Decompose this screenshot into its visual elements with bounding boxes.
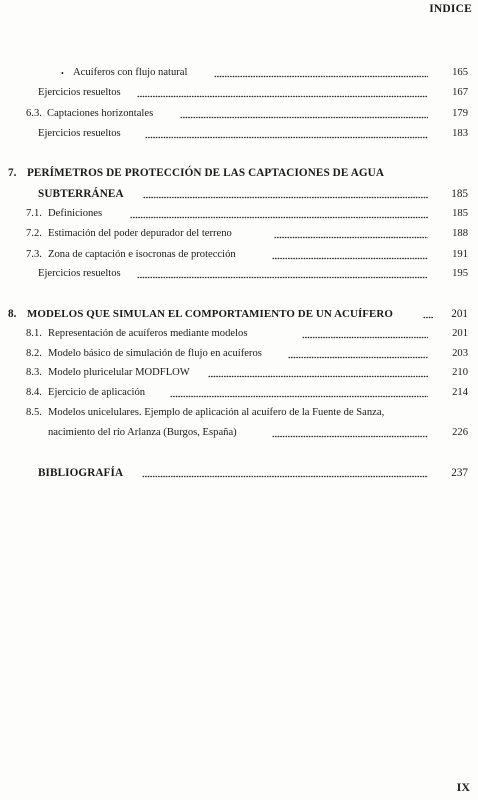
toc-entry-number: 6.3. bbox=[26, 108, 42, 119]
toc-entry-title: SUBTERRÁNEA bbox=[38, 188, 124, 200]
toc-entry-number: 8.2. bbox=[26, 348, 42, 359]
toc-entry-page: 214 bbox=[452, 387, 468, 398]
running-header: INDICE bbox=[429, 3, 472, 15]
toc-entry-page: 226 bbox=[452, 427, 468, 438]
toc-entry-title: Modelos unicelulares. Ejemplo de aplicación al acuífero de la Fuente de Sanza, bbox=[48, 407, 385, 418]
toc-entry-title: Estimación del poder depurador del terreno bbox=[48, 228, 232, 239]
toc-entry-page: 201 bbox=[452, 328, 468, 339]
dot-leader bbox=[142, 466, 428, 480]
dot-leader bbox=[302, 327, 428, 341]
toc-entry-7-3[interactable] bbox=[0, 248, 478, 262]
toc-entry-title: Captaciones horizontales bbox=[47, 108, 154, 119]
toc-entry-8-1[interactable] bbox=[0, 327, 478, 341]
toc-entry-ejercicios-resueltos[interactable] bbox=[0, 86, 478, 100]
toc-entry-number: 7.2. bbox=[26, 228, 42, 239]
toc-entry-page: 185 bbox=[451, 188, 468, 200]
toc-entry-title: PERÍMETROS DE PROTECCIÓN DE LAS CAPTACIONES DE AGUA bbox=[27, 167, 385, 179]
toc-entry-title: nacimiento del río Arlanza (Burgos, España) bbox=[48, 427, 237, 438]
dot-leader bbox=[208, 366, 428, 380]
toc-entry-title: Modelo básico de simulación de flujo en acuíferos bbox=[48, 348, 262, 359]
dot-leader bbox=[145, 127, 428, 141]
toc-entry-page: 210 bbox=[452, 367, 468, 378]
dot-leader bbox=[272, 426, 428, 440]
toc-entry-title: Definiciones bbox=[48, 208, 103, 219]
toc-entry-page: 167 bbox=[452, 87, 468, 98]
dot-leader bbox=[137, 86, 428, 100]
toc-entry-title: Representación de acuíferos mediante modelos bbox=[48, 328, 248, 339]
toc-entry-number: 7.1. bbox=[26, 208, 42, 219]
toc-entry-bibliografia[interactable] bbox=[0, 466, 478, 480]
toc-entry-title: Zona de captación e isocronas de protección bbox=[48, 249, 236, 260]
toc-entry-title: Ejercicios resueltos bbox=[38, 268, 121, 279]
toc-entry-page: 201 bbox=[451, 308, 468, 320]
toc-entry-title: MODELOS QUE SIMULAN EL COMPORTAMIENTO DE UN ACUÍFERO bbox=[27, 308, 393, 320]
toc-entry-8-5-continued[interactable] bbox=[0, 426, 478, 440]
toc-entry-number: 8. bbox=[8, 308, 17, 320]
toc-entry-page: 185 bbox=[452, 208, 468, 219]
toc-entry-number: 8.5. bbox=[26, 407, 42, 418]
toc-entry-page: 179 bbox=[452, 108, 468, 119]
dot-leader bbox=[274, 227, 428, 241]
toc-entry-page: 165 bbox=[452, 67, 468, 78]
page-number: IX bbox=[456, 780, 470, 794]
toc-entry-ejercicios-resueltos[interactable] bbox=[0, 127, 478, 141]
toc-entry-8-2[interactable] bbox=[0, 347, 478, 361]
toc-entry-acuiferos-flujo-natural[interactable] bbox=[0, 66, 478, 80]
dot-leader bbox=[272, 248, 428, 262]
toc-entry-title: Acuíferos con flujo natural bbox=[73, 67, 188, 78]
toc-entry-page: 188 bbox=[452, 228, 468, 239]
dot-leader bbox=[170, 386, 428, 400]
toc-entry-7-1[interactable] bbox=[0, 207, 478, 221]
toc-entry-page: 195 bbox=[452, 268, 468, 279]
dot-leader bbox=[180, 107, 428, 121]
toc-entry-7-2[interactable] bbox=[0, 227, 478, 241]
dot-leader bbox=[214, 66, 428, 80]
toc-chapter-8[interactable] bbox=[0, 307, 478, 321]
dot-leader bbox=[423, 307, 433, 321]
toc-entry-number: 8.4. bbox=[26, 387, 42, 398]
dot-leader bbox=[137, 267, 428, 281]
toc-entry-ejercicios-resueltos[interactable] bbox=[0, 267, 478, 281]
toc-entry-title: Ejercicios resueltos bbox=[38, 87, 121, 98]
dot-leader bbox=[143, 187, 428, 201]
toc-entry-page: 203 bbox=[452, 348, 468, 359]
toc-chapter-7[interactable] bbox=[0, 166, 478, 180]
toc-entry-number: 8.1. bbox=[26, 328, 42, 339]
toc-entry-6-3[interactable] bbox=[0, 107, 478, 121]
toc-entry-number: 7. bbox=[8, 167, 17, 179]
toc-entry-number: 8.3. bbox=[26, 367, 42, 378]
toc-entry-8-5[interactable] bbox=[0, 406, 478, 420]
toc-entry-title: Modelo pluricelular MODFLOW bbox=[48, 367, 190, 378]
toc-chapter-7-continued[interactable] bbox=[0, 187, 478, 201]
bullet-icon: • bbox=[61, 69, 64, 78]
toc-entry-8-3[interactable] bbox=[0, 366, 478, 380]
toc-entry-page: 191 bbox=[452, 249, 468, 260]
toc-entry-number: 7.3. bbox=[26, 249, 42, 260]
toc-entry-page: 183 bbox=[452, 128, 468, 139]
dot-leader bbox=[130, 207, 428, 221]
dot-leader bbox=[288, 347, 428, 361]
toc-entry-title: Ejercicio de aplicación bbox=[48, 387, 146, 398]
toc-entry-page: 237 bbox=[451, 467, 468, 479]
toc-entry-8-4[interactable] bbox=[0, 386, 478, 400]
toc-entry-title: BIBLIOGRAFÍA bbox=[38, 467, 124, 479]
toc-entry-title: Ejercicios resueltos bbox=[38, 128, 121, 139]
